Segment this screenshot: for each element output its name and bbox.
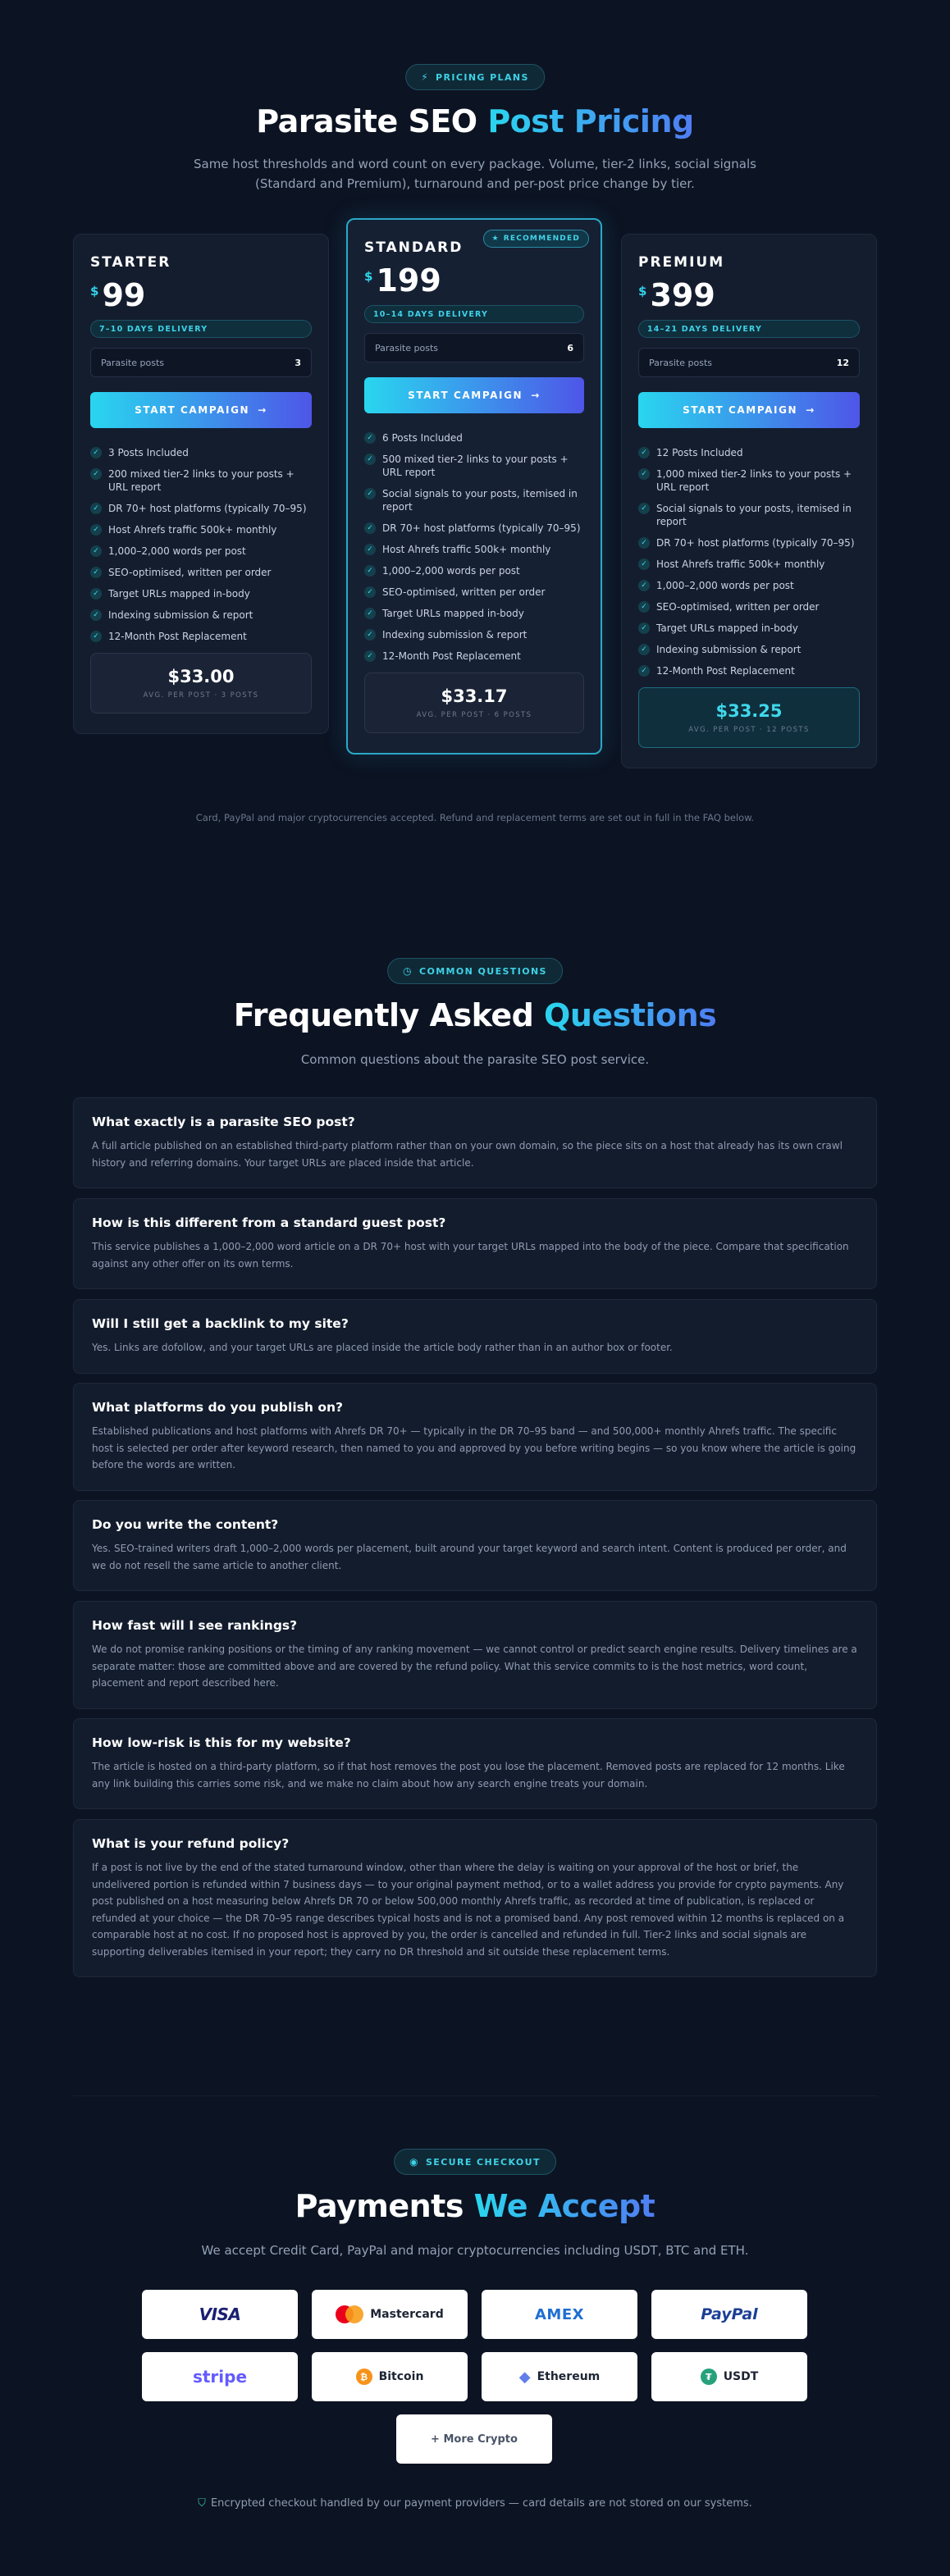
feature-item: ✓ 6 Posts Included [364, 431, 584, 445]
pricing-note: Card, PayPal and major cryptocurrencies accepted. Refund and replacement terms are set out in full in the FAQ below. [195, 812, 755, 823]
check-icon: ✓ [638, 503, 650, 514]
check-icon: ✓ [638, 559, 650, 570]
payment-amex: AMEX [482, 2290, 637, 2339]
faq-question: Will I still get a backlink to my site? [92, 1316, 349, 1331]
faq-answer: The article is hosted on a third-party platform, so if that host removes the post you lose the placement. Removed posts are replaced for 12 months. Like any link building this carries some risk, and we make no claim about how any search engine treats your domain. [92, 1761, 845, 1790]
check-icon: ✓ [364, 608, 376, 619]
payment-stripe: stripe [142, 2352, 298, 2401]
feature-item: ✓ Indexing submission & report [90, 609, 312, 622]
pricing-section [0, 0, 950, 869]
feature-item: ✓ Target URLs mapped in-body [90, 587, 312, 600]
posts-selector[interactable]: Parasite posts 3 [90, 348, 312, 377]
feature-item: ✓ Target URLs mapped in-body [364, 607, 584, 620]
plan-name: STARTER [90, 254, 171, 271]
feature-item: ✓ 200 mixed tier-2 links to your posts + URL report [90, 467, 312, 494]
faq-pill [387, 958, 563, 984]
check-icon: ✓ [364, 454, 376, 465]
faq-title [0, 997, 950, 1033]
faq-answer: A full article published on an established third-party platform rather than on your own domain, so the piece sits on a host that already has its own crawl history and referring domains. Your target URLs are placed inside that article. [92, 1140, 843, 1169]
start-campaign-button[interactable]: START CAMPAIGN → [638, 392, 860, 428]
faq-item[interactable] [73, 1198, 877, 1289]
delivery-badge: 7–10 DAYS DELIVERY [90, 320, 312, 338]
pricing-pill-label: PRICING PLANS [436, 71, 529, 83]
check-icon: ✓ [90, 631, 102, 642]
feature-item: ✓ Host Ahrefs traffic 500k+ monthly [638, 558, 860, 571]
payment-bitcoin: ₿ Bitcoin [312, 2352, 468, 2401]
faq-title-accent: Questions [544, 997, 717, 1033]
check-icon: ✓ [364, 432, 376, 444]
feature-item: ✓ 3 Posts Included [90, 446, 312, 459]
bitcoin-icon: ₿ [356, 2369, 372, 2385]
recommended-badge: ★ RECOMMENDED [483, 230, 590, 248]
feature-item: ✓ 12-Month Post Replacement [364, 650, 584, 663]
bolt-icon: ⚡ [421, 71, 430, 83]
faq-item[interactable] [73, 1500, 877, 1591]
payments-pill-label: SECURE CHECKOUT [425, 2156, 541, 2168]
faq-item[interactable] [73, 1601, 877, 1709]
payments-title-accent: We Accept [473, 2188, 655, 2224]
feature-item: ✓ SEO-optimised, written per order [90, 566, 312, 579]
plan-card-standard [346, 218, 602, 755]
ethereum-icon: ◆ [518, 2368, 531, 2386]
faq-question: Do you write the content? [92, 1517, 279, 1532]
faq-answer: If a post is not live by the end of the stated turnaround window, other than where the delay is waiting on your approval of the host or brief, the undelivered portion is refunded within 7 business days — to your original payment method, or to a wallet address you provide for crypto payments. Any post published on a host measuring below Ahrefs DR 70 or below 500,000 monthly Ahrefs traffic, as recorded at time of publication, is replaced or refunded at your choice — the DR 70–95 range describes typical hosts and is not a promised band. Any post removed within 12 months is replaced on a comparable host at no cost. If no proposed host is approved by you, the order is cancelled and refunded in full. Tier-2 links and social signals are supporting deliverables itemised in your report; they carry no DR threshold and sit outside these replacement terms. [92, 1862, 845, 1958]
feature-item: ✓ DR 70+ host platforms (typically 70–95) [364, 522, 584, 535]
feature-item: ✓ 1,000–2,000 words per post [638, 579, 860, 592]
plan-card-premium [621, 234, 877, 768]
check-icon: ✓ [364, 544, 376, 555]
feature-item: ✓ SEO-optimised, written per order [364, 586, 584, 599]
feature-item: ✓ Host Ahrefs traffic 500k+ monthly [364, 543, 584, 556]
feature-list [90, 446, 312, 643]
faq-item[interactable] [73, 1819, 877, 1977]
feature-item: ✓ 500 mixed tier-2 links to your posts + URL report [364, 453, 584, 479]
faq-answer: We do not promise ranking positions or the timing of any ranking movement — we cannot control or predict search engine results. Delivery timelines are a separate matter: those are committed above and are covered by the refund policy. What this service commits to is the host metrics, word count, placement and report described here. [92, 1644, 857, 1689]
feature-item: ✓ Social signals to your posts, itemised in report [638, 502, 860, 528]
pricing-pill [405, 64, 545, 90]
star-icon: ★ [491, 235, 500, 243]
avg-per-post: $33.17 AVG. PER POST · 6 POSTS [364, 672, 584, 733]
plan-price: $ 199 [364, 262, 441, 299]
faq-subtitle: Common questions about the parasite SEO post service. [300, 1052, 650, 1067]
check-icon: ✓ [90, 567, 102, 578]
pricing-title-main: Parasite SEO [256, 103, 488, 139]
plan-name: PREMIUM [638, 254, 725, 271]
faq-answer: This service publishes a 1,000–2,000 word article on a DR 70+ host with your target URLs mapped into the body of the piece. Compare that specification against any other offer on its own terms. [92, 1241, 849, 1270]
plan-price: $ 99 [90, 277, 146, 313]
payment-usdt: ₮ USDT [651, 2352, 807, 2401]
payments-title-main: Payments [295, 2188, 474, 2224]
faq-item[interactable] [73, 1383, 877, 1491]
check-icon: ✓ [638, 601, 650, 613]
check-icon: ✓ [638, 447, 650, 458]
check-icon: ✓ [638, 537, 650, 549]
arrow-right-icon: → [806, 404, 815, 416]
faq-item[interactable] [73, 1299, 877, 1374]
check-icon: ✓ [638, 468, 650, 480]
posts-selector[interactable]: Parasite posts 12 [638, 348, 860, 377]
clock-icon: ◷ [403, 965, 413, 977]
delivery-badge: 14–21 DAYS DELIVERY [638, 320, 860, 338]
feature-item: ✓ Social signals to your posts, itemised in report [364, 487, 584, 513]
payment-visa: VISA [142, 2290, 298, 2339]
faq-answer: Yes. Links are dofollow, and your target URLs are placed inside the article body rather than in an author box or footer. [92, 1342, 673, 1353]
arrow-right-icon: → [258, 404, 267, 416]
faq-item[interactable] [73, 1718, 877, 1809]
payment-ethereum: ◆ Ethereum [482, 2352, 637, 2401]
feature-list [364, 431, 584, 663]
check-icon: ✓ [90, 447, 102, 458]
avg-per-post: $33.00 AVG. PER POST · 3 POSTS [90, 653, 312, 714]
feature-item: ✓ Host Ahrefs traffic 500k+ monthly [90, 523, 312, 536]
feature-item: ✓ SEO-optimised, written per order [638, 600, 860, 613]
check-icon: ✓ [364, 488, 376, 499]
pricing-title-accent: Post Pricing [487, 103, 694, 139]
feature-list [638, 446, 860, 677]
faq-question: What platforms do you publish on? [92, 1400, 343, 1415]
check-icon: ✓ [90, 468, 102, 480]
faq-question: What exactly is a parasite SEO post? [92, 1115, 355, 1129]
check-icon: ✓ [364, 629, 376, 641]
plan-name: STANDARD [364, 239, 464, 256]
payments-pill [394, 2149, 556, 2175]
faq-question: How low-risk is this for my website? [92, 1735, 351, 1750]
posts-selector[interactable]: Parasite posts 6 [364, 333, 584, 362]
faq-item[interactable] [73, 1097, 877, 1188]
section-divider [73, 2095, 877, 2096]
feature-item: ✓ Indexing submission & report [638, 643, 860, 656]
payment-paypal: PayPal [651, 2290, 807, 2339]
faq-answer: Yes. SEO-trained writers draft 1,000–2,000 words per placement, built around your target keyword and search intent. Content is produced per order, and we do not resell the same article to another client. [92, 1543, 847, 1571]
avg-per-post: $33.25 AVG. PER POST · 12 POSTS [638, 687, 860, 748]
start-campaign-button[interactable]: START CAMPAIGN → [90, 392, 312, 428]
tether-icon: ₮ [701, 2369, 717, 2385]
feature-item: ✓ 1,000–2,000 words per post [90, 545, 312, 558]
faq-title-main: Frequently Asked [233, 997, 545, 1033]
start-campaign-button[interactable]: START CAMPAIGN → [364, 377, 584, 413]
check-icon: ✓ [90, 524, 102, 536]
check-icon: ✓ [638, 580, 650, 591]
check-icon: ✓ [638, 665, 650, 677]
check-icon: ✓ [364, 565, 376, 577]
check-icon: ✓ [364, 650, 376, 662]
faq-question: How fast will I see rankings? [92, 1618, 298, 1633]
check-icon: ✓ [364, 522, 376, 534]
pricing-title [0, 103, 950, 139]
payment-mastercard: Mastercard [312, 2290, 468, 2339]
feature-item: ✓ Target URLs mapped in-body [638, 622, 860, 635]
feature-item: ✓ 1,000–2,000 words per post [364, 564, 584, 577]
lock-icon: ◉ [409, 2156, 419, 2168]
secure-checkout-note: ⛉ Encrypted checkout handled by our payment providers — card details are not stored on our systems. [198, 2497, 752, 2510]
more-crypto-button[interactable]: + More Crypto [396, 2414, 552, 2464]
feature-item: ✓ DR 70+ host platforms (typically 70–95) [638, 536, 860, 549]
feature-item: ✓ 12-Month Post Replacement [90, 630, 312, 643]
feature-item: ✓ 12 Posts Included [638, 446, 860, 459]
feature-item: ✓ DR 70+ host platforms (typically 70–95) [90, 502, 312, 515]
feature-item: ✓ 12-Month Post Replacement [638, 664, 860, 677]
payments-title [0, 2188, 950, 2224]
check-icon: ✓ [90, 545, 102, 557]
check-icon: ✓ [638, 644, 650, 655]
check-icon: ✓ [364, 586, 376, 598]
faq-pill-label: COMMON QUESTIONS [418, 965, 547, 977]
mastercard-icon [336, 2305, 363, 2323]
payments-subtitle: We accept Credit Card, PayPal and major cryptocurrencies including USDT, BTC and ETH. [201, 2243, 749, 2258]
payments-section [0, 2132, 950, 2575]
check-icon: ✓ [90, 503, 102, 514]
faq-question: What is your refund policy? [92, 1836, 290, 1851]
faq-answer: Established publications and host platforms with Ahrefs DR 70+ — typically in the DR 70–95 band — and 500,000+ monthly Ahrefs traffic. The specific host is selected per order after keyword research, then named to you and approved by you before writing begins — so you know where the article is going before the words are written. [92, 1425, 856, 1470]
plan-price: $ 399 [638, 277, 715, 313]
pricing-subtitle: Same host thresholds and word count on every package. Volume, tier-2 links, social signals (Standard and Premium), turnaround and per-post price change by tier. [193, 157, 756, 191]
arrow-right-icon: → [531, 390, 541, 401]
check-icon: ✓ [90, 588, 102, 600]
check-icon: ✓ [638, 622, 650, 634]
shield-check-icon: ⛉ [198, 2497, 206, 2510]
faq-question: How is this different from a standard guest post? [92, 1215, 446, 1230]
feature-item: ✓ Indexing submission & report [364, 628, 584, 641]
delivery-badge: 10–14 DAYS DELIVERY [364, 305, 584, 323]
plan-card-starter [73, 234, 329, 734]
feature-item: ✓ 1,000 mixed tier-2 links to your posts + URL report [638, 467, 860, 494]
check-icon: ✓ [90, 609, 102, 621]
